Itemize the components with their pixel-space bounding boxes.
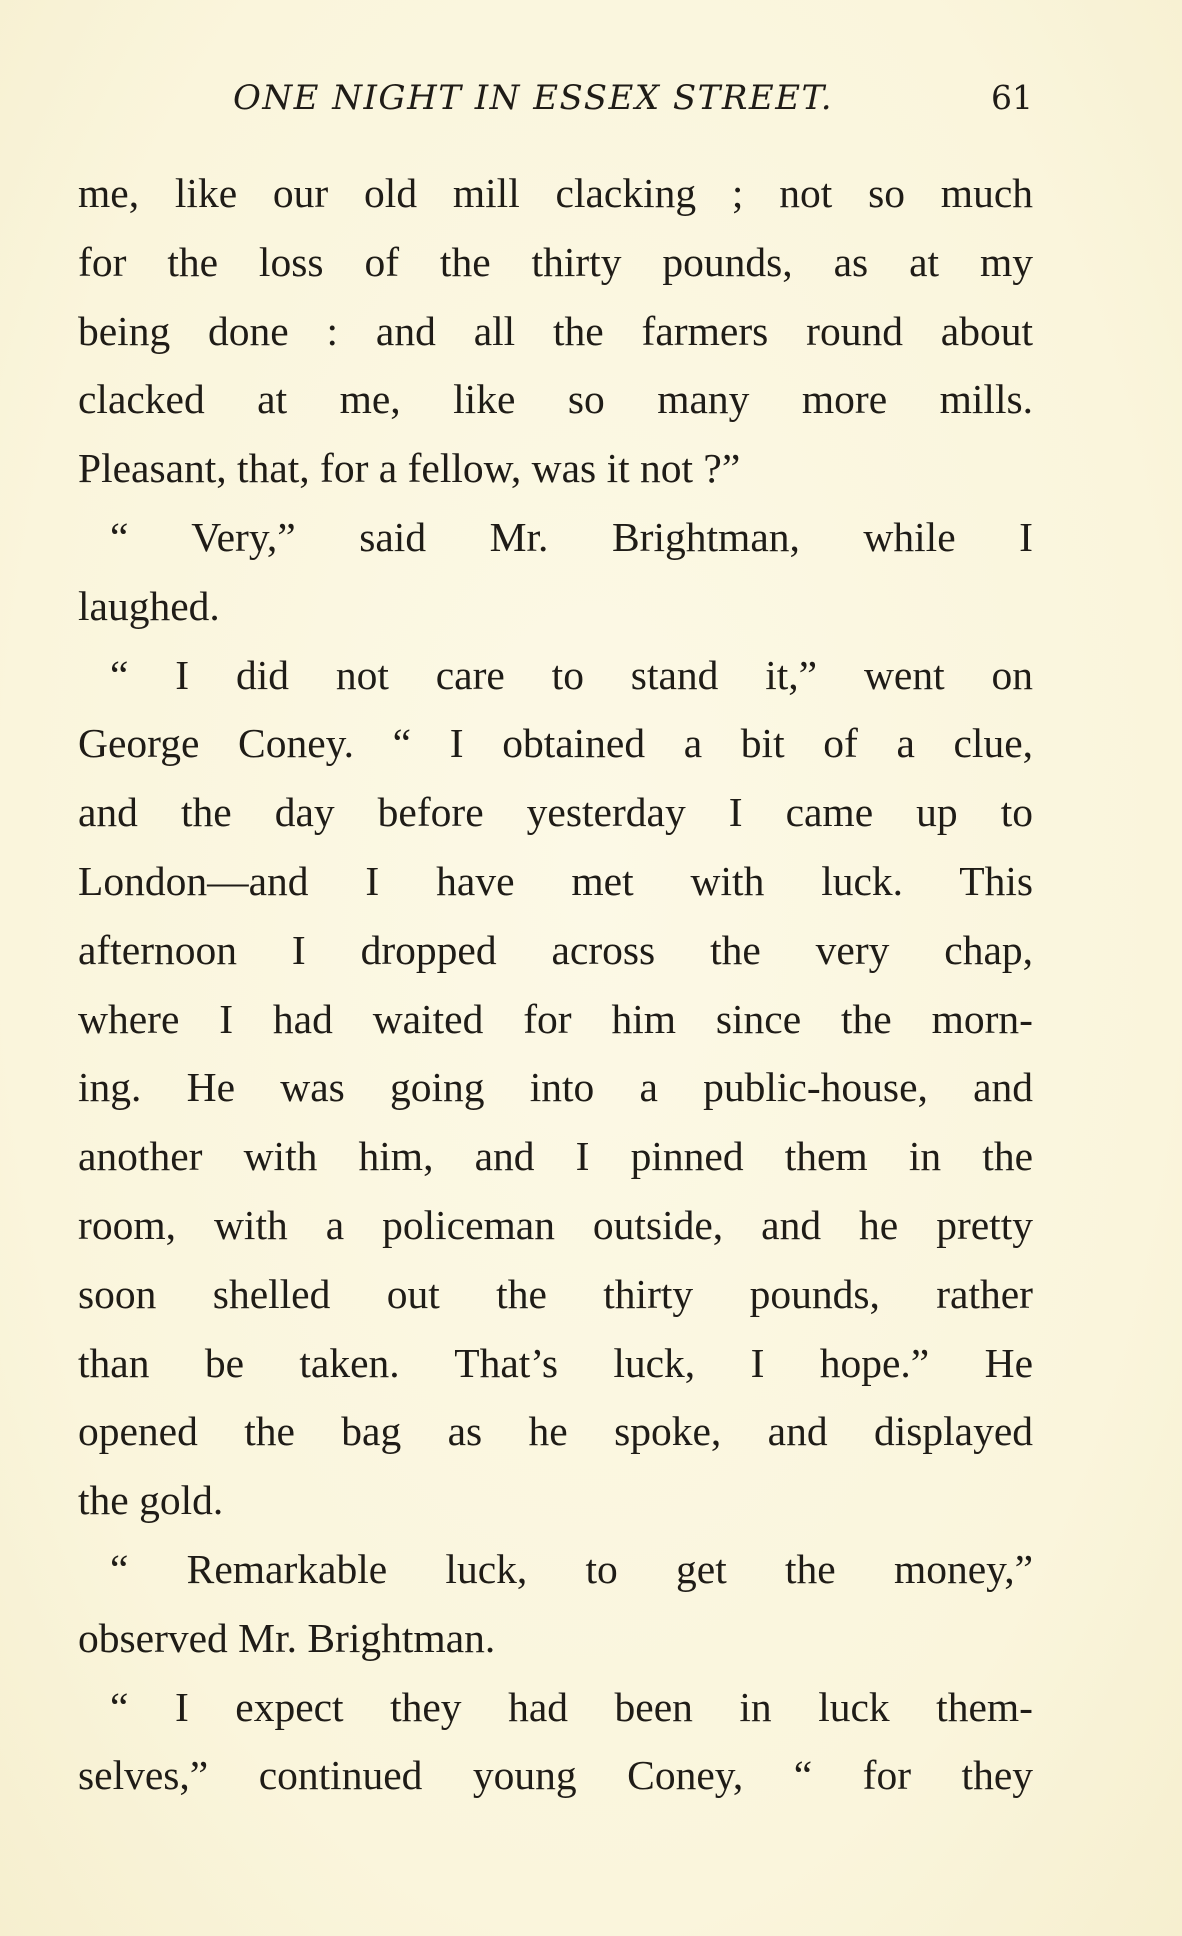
text-line: for the loss of the thirty pounds, as at my [78,238,1033,285]
text-line: than be taken. That’s luck, I hope.” He [78,1339,1033,1386]
text-line: room, with a policeman outside, and he pretty [78,1201,1033,1248]
text-line: “ I expect they had been in luck them- [110,1683,1033,1730]
text-line: laughed. [78,582,220,629]
running-title: ONE NIGHT IN ESSEX STREET. [233,78,834,118]
text-line: afternoon I dropped across the very chap, [78,926,1033,973]
text-line: soon shelled out the thirty pounds, rather [78,1270,1033,1317]
text-line: observed Mr. Brightman. [78,1614,496,1661]
running-head [78,74,1033,122]
page-number: 61 [991,78,1033,117]
text-line: ing. He was going into a public-house, and [78,1064,1033,1111]
text-line: and the day before yesterday I came up to [78,789,1033,836]
text-line: Pleasant, that, for a fellow, was it not ?” [78,445,741,492]
text-line: where I had waited for him since the morn- [78,995,1033,1042]
text-line: opened the bag as he spoke, and displayed [78,1408,1033,1455]
text-line: another with him, and I pinned them in the [78,1133,1033,1180]
body-text [78,163,1033,1814]
text-line: “ Very,” said Mr. Brightman, while I [110,513,1033,560]
text-line: me, like our old mill clacking ; not so much [78,170,1033,216]
text-line: “ I did not care to stand it,” went on [110,651,1033,698]
text-line: London—and I have met with luck. This [78,857,1033,904]
text-line: clacked at me, like so many more mills. [78,376,1033,423]
text-line: selves,” continued young Coney, “ for they [78,1752,1033,1799]
text-line: George Coney. “ I obtained a bit of a clue, [78,720,1033,767]
text-line: the gold. [78,1477,224,1524]
text-line: being done : and all the farmers round about [78,307,1033,354]
text-line: “ Remarkable luck, to get the money,” [110,1545,1033,1592]
